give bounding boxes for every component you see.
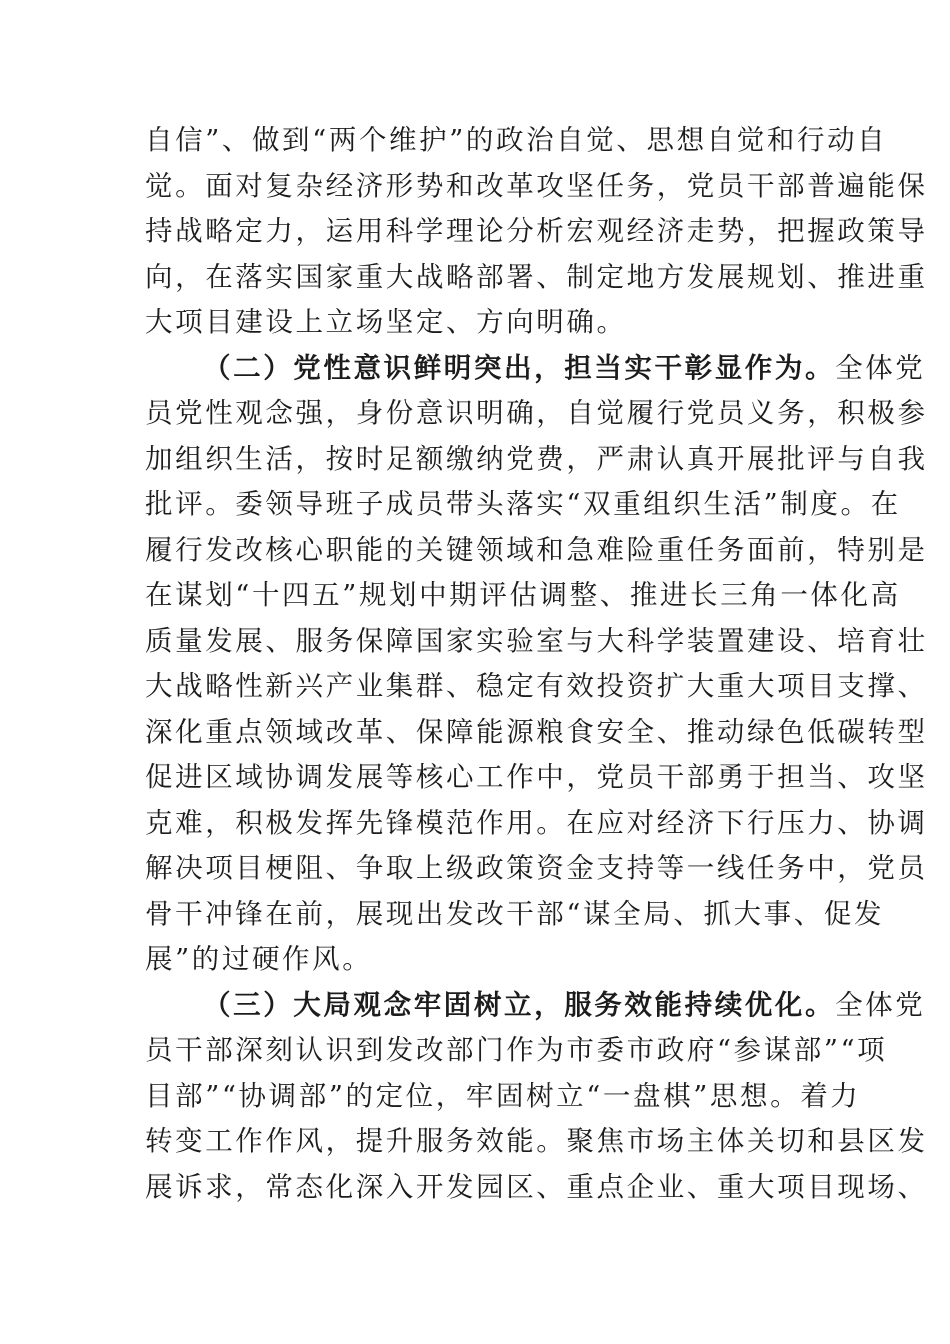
- text-line: 自信”、做到“两个维护”的政治自觉、思想自觉和行动自: [145, 124, 888, 156]
- text-line: 员党性观念强，身份意识明确，自觉履行党员义务，积极参: [145, 397, 928, 429]
- text-line: 大战略性新兴产业集群、稳定有效投资扩大重大项目支撑、: [145, 670, 928, 702]
- text-line: 展”的过硬作风。: [145, 943, 373, 975]
- section-heading: （三）大局观念牢固树立，服务效能持续优化。: [203, 988, 836, 1021]
- text-line: 觉。面对复杂经济形势和改革攻坚任务，党员干部普遍能保: [145, 169, 928, 202]
- text-line: 展诉求，常态化深入开发园区、重点企业、重大项目现场、: [145, 1170, 928, 1203]
- text-line: 持战略定力，运用科学理论分析宏观经济走势，把握政策导: [145, 215, 928, 247]
- text-line: 转变工作作风，提升服务效能。聚焦市场主体关切和县区发: [145, 1125, 928, 1157]
- paragraph-first-line: [145, 983, 926, 1029]
- text-line: 解决项目梗阻、争取上级政策资金支持等一线任务中，党员: [145, 852, 928, 884]
- text-line: 目部”“协调部”的定位，牢固树立“一盘棋”思想。着力: [145, 1079, 861, 1112]
- text-line: 履行发改核心职能的关键领域和急难险重任务面前，特别是: [145, 533, 928, 566]
- text-line: 深化重点领域改革、保障能源粮食安全、推动绿色低碳转型: [145, 715, 928, 748]
- text-run: 全体党: [835, 351, 926, 384]
- section-heading: （二）党性意识鲜明突出，担当实干彰显作为。: [203, 351, 836, 384]
- text-line: 批评。委领导班子成员带头落实“双重组织生活”制度。在: [145, 488, 901, 520]
- text-line: 加组织生活，按时足额缴纳党费，严肃认真开展批评与自我: [145, 442, 928, 475]
- text-line: 质量发展、服务保障国家实验室与大科学装置建设、培育壮: [145, 624, 928, 657]
- text-line: 骨干冲锋在前，展现出发改干部“谋全局、抓大事、促发: [145, 897, 885, 930]
- text-line: 大项目建设上立场坚定、方向明确。: [145, 306, 627, 338]
- text-run: 全体党: [835, 988, 926, 1021]
- text-line: 向，在落实国家重大战略部署、制定地方发展规划、推进重: [145, 260, 928, 293]
- text-line: 在谋划“十四五”规划中期评估调整、推进长三角一体化高: [145, 579, 901, 611]
- body-text: [145, 118, 928, 1210]
- paragraph-first-line: [145, 346, 926, 392]
- text-line: 克难，积极发挥先锋模范作用。在应对经济下行压力、协调: [145, 806, 928, 839]
- text-line: 促进区域协调发展等核心工作中，党员干部勇于担当、攻坚: [145, 761, 928, 793]
- text-line: 员干部深刻认识到发改部门作为市委市政府“参谋部”“项: [145, 1034, 888, 1066]
